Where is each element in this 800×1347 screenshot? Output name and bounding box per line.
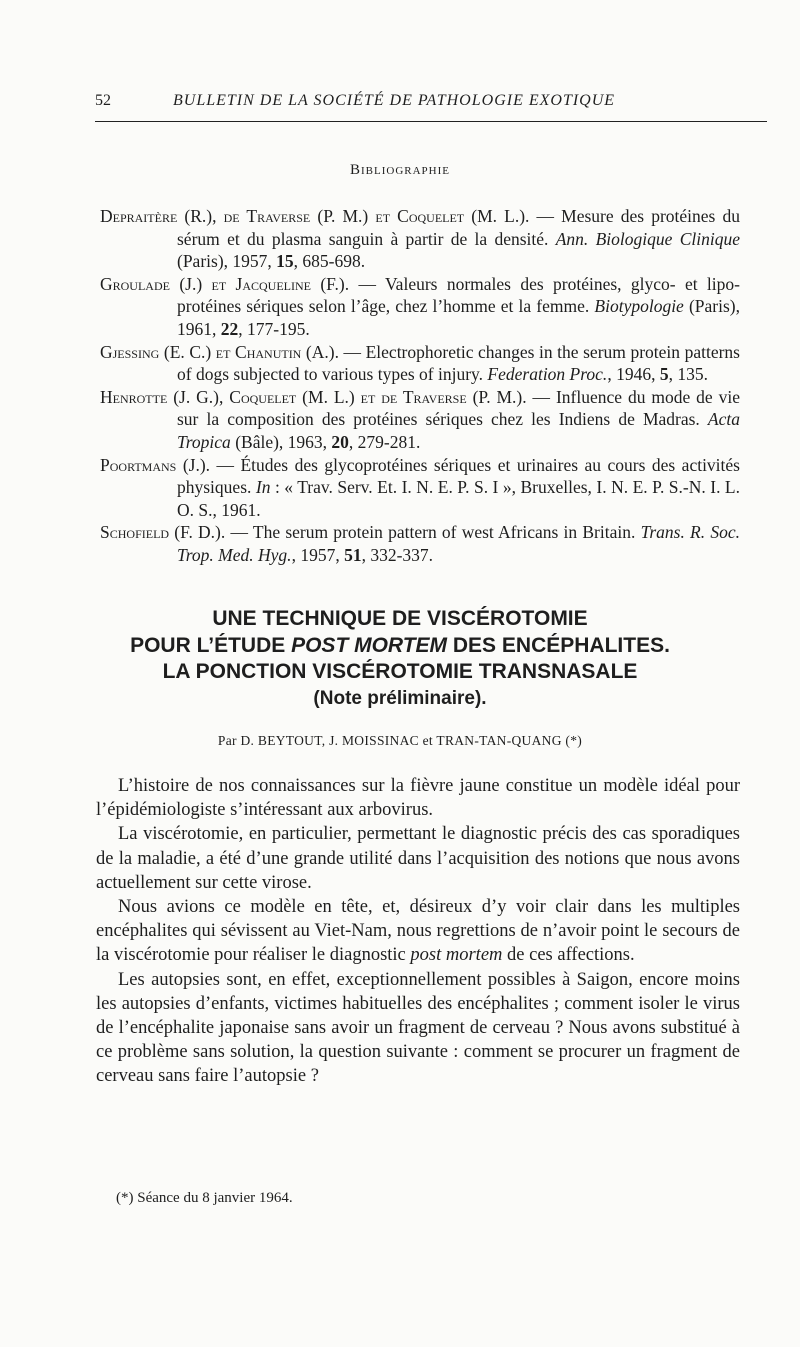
body-paragraph: L’histoire de nos connaissances sur la fièvre jaune constitue un modèle idéal pour l’épidémiologiste s’intéressant aux arbovirus. [96, 776, 740, 821]
reference-text: — Valeurs normales des protéines, glyco- et lipo-protéines sériques selon l’âge, chez l’homme et la femme. [177, 273, 740, 317]
body-paragraph [96, 895, 740, 968]
reference-item [100, 521, 740, 566]
reference-journal: Biotypologie [594, 296, 684, 317]
reference-pages: , 332-337. [361, 544, 434, 565]
reference-authors: Henrotte (J. G.), Coquelet (M. L.) et de Traverse (P. M.). [100, 386, 527, 407]
reference-journal: Federation Proc. [487, 364, 608, 385]
reference-pages: , 135. [668, 364, 708, 385]
reference-volume: 15 [276, 251, 294, 272]
title-line-2 [0, 633, 800, 660]
running-title: BULLETIN DE LA SOCIÉTÉ DE PATHOLOGIE EXOTIQUE [173, 92, 616, 109]
reference-text: — Études des glycoprotéines sériques et urinaires au cours des activités physiques. [177, 454, 740, 498]
reference-item [100, 341, 740, 386]
reference-pages: , 177-195. [238, 318, 310, 339]
header-rule [95, 121, 767, 122]
title-line-2-end: DES ENCÉPHALITES. [447, 633, 670, 657]
reference-text: — The serum protein pattern of west Africans in Britain. [225, 522, 641, 543]
reference-text: — Electrophoretic changes in the serum protein patterns of dogs subjected to various types of injury. [177, 341, 740, 385]
title-line-3: LA PONCTION VISCÉROTOMIE TRANSNASALE [162, 660, 638, 683]
reference-item [100, 273, 740, 341]
reference-year: , 1957, [291, 544, 345, 565]
reference-item [100, 454, 740, 522]
paragraph-text: Nous avions ce modèle en tête, et, désireux d’y voir clair dans les multiples encéphalites qui sévissent au Viet-Nam, nous regrettions de n’avoir point le secours de la viscérotomie pour réaliser le diagnostic [96, 897, 740, 966]
reference-journal: Acta Tropica [177, 409, 740, 452]
reference-year: (Paris), 1957, [177, 251, 277, 272]
reference-item [100, 205, 740, 273]
reference-year: (Bâle), 1963, [230, 431, 332, 452]
reference-journal: Ann. Biologique Clinique [555, 228, 740, 249]
title-line-2-start: POUR L’ÉTUDE [130, 633, 292, 657]
reference-pages: , 279-281. [348, 431, 421, 452]
reference-authors: Schofield (F. D.). [100, 522, 226, 543]
article-title [0, 606, 800, 712]
reference-text: — Mesure des protéines du sérum et du plasma sanguin à partir de la densité. [177, 206, 740, 249]
reference-authors: Gjessing (E. C.) et Chanutin (A.). [100, 341, 339, 362]
reference-year: , 1946, [607, 364, 660, 385]
paragraph-italic: post mortem [410, 945, 503, 966]
reference-authors: Poortmans (J.). [100, 454, 211, 475]
paragraph-text: de ces affections. [502, 945, 635, 966]
page-number: 52 [95, 92, 111, 109]
footnote: (*) Séance du 8 janvier 1964. [116, 1190, 293, 1206]
author-byline: Par D. BEYTOUT, J. MOISSINAC et TRAN-TAN-QUANG (*) [217, 733, 583, 748]
reference-year: (Paris), 1961, [177, 296, 741, 339]
article-body [96, 774, 740, 1089]
reference-year: : « Trav. Serv. Et. I. N. E. P. S. I », Bruxelles, I. N. E. P. S.-N. I. L. O. S., 1961. [177, 477, 740, 520]
page-header [95, 92, 767, 120]
body-paragraph: Les autopsies sont, en effet, exceptionnellement possibles à Saigon, encore moins les autopsies d’enfants, victimes habituelles des encéphalites ; comment isoler le virus de l’encéphalite japonaise sans avoir un fragment de cerveau ? Nous avons substitué à ce problème sans solution, la question suivante : comment se procurer un fragment de cerveau sans faire l’autopsie ? [96, 969, 740, 1087]
reference-journal: In [255, 477, 271, 498]
bibliography-heading: Bibliographie [350, 162, 450, 178]
title-line-2-italic: POST MORTEM [291, 633, 448, 657]
reference-authors: Groulade (J.) et Jacqueline (F.). [100, 273, 350, 294]
title-line-1: UNE TECHNIQUE DE VISCÉROTOMIE [212, 607, 588, 630]
reference-text: — Influence du mode de vie sur la composition des protéines sériques chez les Indiens de Madras. [177, 386, 740, 430]
reference-volume: 20 [331, 431, 349, 452]
reference-authors: Depraitère (R.), de Traverse (P. M.) et Coquelet (M. L.). [100, 206, 530, 226]
body-paragraph: La viscérotomie, en particulier, permettant le diagnostic précis des cas sporadiques de la maladie, a été d’une grande utilité dans l’acquisition des notions que nous avons actuellement sur cette virose. [96, 824, 740, 893]
reference-volume: 5 [659, 364, 669, 385]
reference-pages: , 685-698. [293, 251, 366, 272]
reference-item [100, 386, 740, 454]
article-subtitle: (Note préliminaire). [313, 687, 487, 709]
reference-volume: 22 [220, 318, 239, 339]
bibliography-list [100, 205, 740, 567]
reference-journal: Trans. R. Soc. Trop. Med. Hyg. [177, 522, 740, 565]
reference-volume: 51 [344, 544, 362, 565]
